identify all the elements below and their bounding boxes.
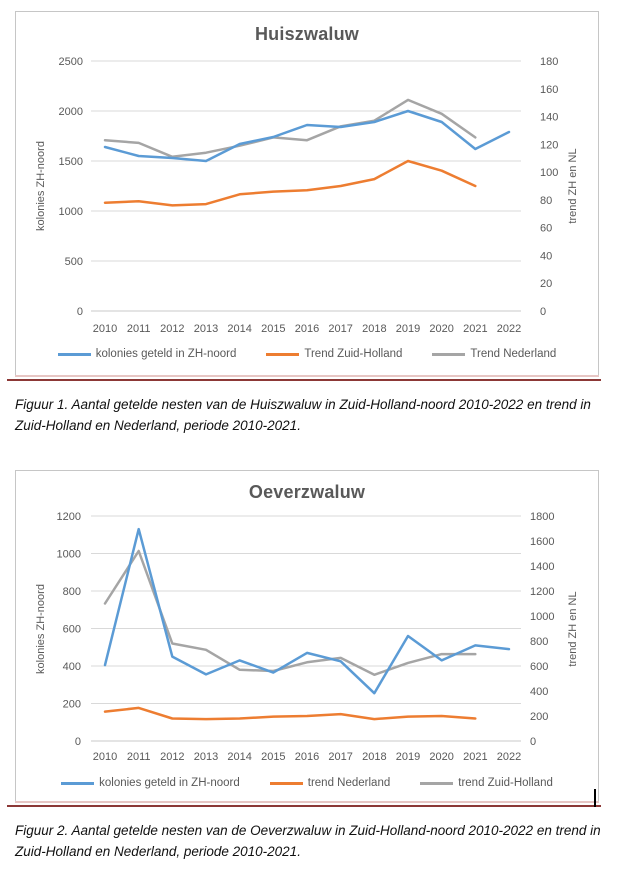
- legend-line-swatch: [61, 782, 94, 785]
- y2-axis-tick-label: 0: [530, 736, 537, 748]
- huiszwaluw-legend: [16, 348, 598, 360]
- y2-axis-tick-label: 40: [540, 250, 553, 263]
- x-axis-tick-label: 2018: [362, 751, 387, 763]
- y-axis-tick-label: 2500: [58, 56, 83, 68]
- oeverzwaluw-plot-area: [16, 471, 600, 802]
- y2-axis-tick-label: 60: [540, 222, 553, 235]
- legend-label: trend Nederland: [307, 777, 391, 789]
- legend-label: kolonies geteld in ZH-noord: [95, 348, 237, 360]
- y2-axis-tick-label: 800: [530, 636, 549, 648]
- series-line-trend-zuid-holland: [105, 161, 475, 205]
- y-axis-tick-label: 1200: [56, 511, 81, 523]
- legend-label: trend Zuid-Holland: [458, 777, 553, 789]
- x-axis-tick-label: 2010: [92, 323, 118, 335]
- y2-axis-title: trend ZH en NL: [567, 591, 579, 667]
- y-axis-tick-label: 0: [74, 736, 81, 748]
- y2-axis-tick-label: 1000: [530, 611, 555, 623]
- y-axis-tick-label: 500: [64, 256, 83, 268]
- y-axis-tick-label: 0: [76, 306, 83, 318]
- x-axis-tick-label: 2012: [160, 323, 185, 335]
- legend-item-orange: [270, 777, 390, 789]
- y2-axis-tick-label: 1800: [530, 511, 555, 523]
- oeverzwaluw-legend: [16, 777, 598, 789]
- y-axis-tick-label: 200: [62, 698, 81, 711]
- y2-axis-title: trend ZH en NL: [567, 148, 579, 224]
- text-cursor: [594, 789, 596, 807]
- y2-axis-tick-label: 1200: [530, 586, 555, 598]
- x-axis-tick-label: 2018: [362, 323, 387, 335]
- legend-label: kolonies geteld in ZH-noord: [99, 777, 240, 789]
- legend-line-swatch: [432, 353, 465, 356]
- x-axis-tick-label: 2017: [328, 323, 353, 335]
- y2-axis-tick-label: 180: [540, 56, 559, 68]
- y2-axis-tick-label: 20: [540, 278, 553, 291]
- figure-2-caption: Figuur 2. Aantal getelde nesten van de Oeverzwaluw in Zuid-Holland-noord 2010-2022 en trend in Zuid-Holland en Nederland, periode 2010-2021.: [15, 823, 601, 860]
- x-axis-tick-label: 2011: [126, 323, 151, 335]
- legend-label: Trend Nederland: [470, 348, 557, 360]
- x-axis-tick-label: 2014: [227, 323, 252, 335]
- x-axis-tick-label: 2021: [463, 323, 488, 335]
- legend-item-blue: [58, 348, 237, 360]
- x-axis-tick-label: 2013: [193, 323, 219, 335]
- x-axis-tick-label: 2017: [328, 751, 353, 763]
- y2-axis-tick-label: 1600: [530, 536, 555, 548]
- huiszwaluw-chart-title: Huiszwaluw: [254, 24, 359, 44]
- y-axis-title: kolonies ZH-noord: [35, 141, 47, 231]
- series-line-trend-nederland: [105, 708, 475, 719]
- figure-2-divider-dark: [7, 805, 601, 807]
- x-axis-tick-label: 2022: [496, 323, 522, 335]
- figure-1-huiszwaluw-chart: [15, 11, 599, 375]
- x-axis-tick-label: 2016: [294, 323, 320, 335]
- legend-line-swatch: [58, 353, 91, 356]
- x-axis-tick-label: 2012: [160, 751, 185, 763]
- legend-item-gray: [432, 348, 556, 360]
- x-axis-tick-label: 2016: [294, 751, 320, 763]
- y-axis-tick-label: 600: [62, 623, 81, 636]
- x-axis-tick-label: 2020: [429, 751, 454, 763]
- x-axis-tick-label: 2015: [261, 751, 286, 763]
- x-axis-tick-label: 2020: [429, 323, 454, 335]
- legend-line-swatch: [420, 782, 453, 785]
- y2-axis-tick-label: 200: [530, 711, 549, 723]
- figure-2-oeverzwaluw-chart: [15, 470, 599, 801]
- x-axis-tick-label: 2011: [126, 751, 151, 763]
- figure-2-divider-light: [15, 801, 599, 803]
- y2-axis-tick-label: 120: [540, 139, 559, 152]
- x-axis-tick-label: 2015: [261, 323, 286, 335]
- y2-axis-tick-label: 600: [530, 661, 549, 673]
- y-axis-tick-label: 800: [62, 586, 81, 598]
- x-axis-tick-label: 2022: [496, 751, 522, 763]
- y2-axis-tick-label: 100: [540, 167, 559, 180]
- x-axis-tick-label: 2019: [395, 323, 421, 335]
- y-axis-tick-label: 400: [62, 661, 81, 673]
- legend-label: Trend Zuid-Holland: [304, 348, 403, 360]
- x-axis-tick-label: 2019: [395, 751, 421, 763]
- y2-axis-tick-label: 0: [540, 306, 547, 318]
- legend-item-gray: [420, 777, 553, 789]
- y-axis-tick-label: 1000: [56, 548, 81, 561]
- figure-1-divider-light: [15, 375, 599, 377]
- legend-item-blue: [61, 777, 240, 789]
- x-axis-tick-label: 2021: [463, 751, 488, 763]
- y2-axis-tick-label: 1400: [530, 561, 555, 573]
- y-axis-title: kolonies ZH-noord: [35, 584, 47, 674]
- oeverzwaluw-chart-title: Oeverzwaluw: [248, 482, 366, 502]
- y-axis-tick-label: 1000: [58, 206, 83, 218]
- x-axis-tick-label: 2010: [92, 751, 118, 763]
- huiszwaluw-plot-area: [16, 12, 600, 376]
- legend-line-swatch: [266, 353, 299, 356]
- y-axis-tick-label: 2000: [58, 106, 83, 118]
- figure-1-caption: Figuur 1. Aantal getelde nesten van de Huiszwaluw in Zuid-Holland-noord 2010-2022 en trend in Zuid-Holland en Nederland, periode 2010-2021.: [15, 397, 591, 434]
- y2-axis-tick-label: 160: [540, 83, 559, 96]
- y-axis-tick-label: 1500: [58, 156, 83, 168]
- x-axis-tick-label: 2013: [193, 751, 219, 763]
- x-axis-tick-label: 2014: [227, 751, 252, 763]
- figure-1-divider-dark: [7, 379, 601, 381]
- y2-axis-tick-label: 80: [540, 194, 553, 207]
- series-line-trend-nederland: [105, 100, 475, 157]
- y2-axis-tick-label: 140: [540, 111, 559, 124]
- y2-axis-tick-label: 400: [530, 686, 549, 698]
- legend-item-orange: [266, 348, 402, 360]
- legend-line-swatch: [270, 782, 303, 785]
